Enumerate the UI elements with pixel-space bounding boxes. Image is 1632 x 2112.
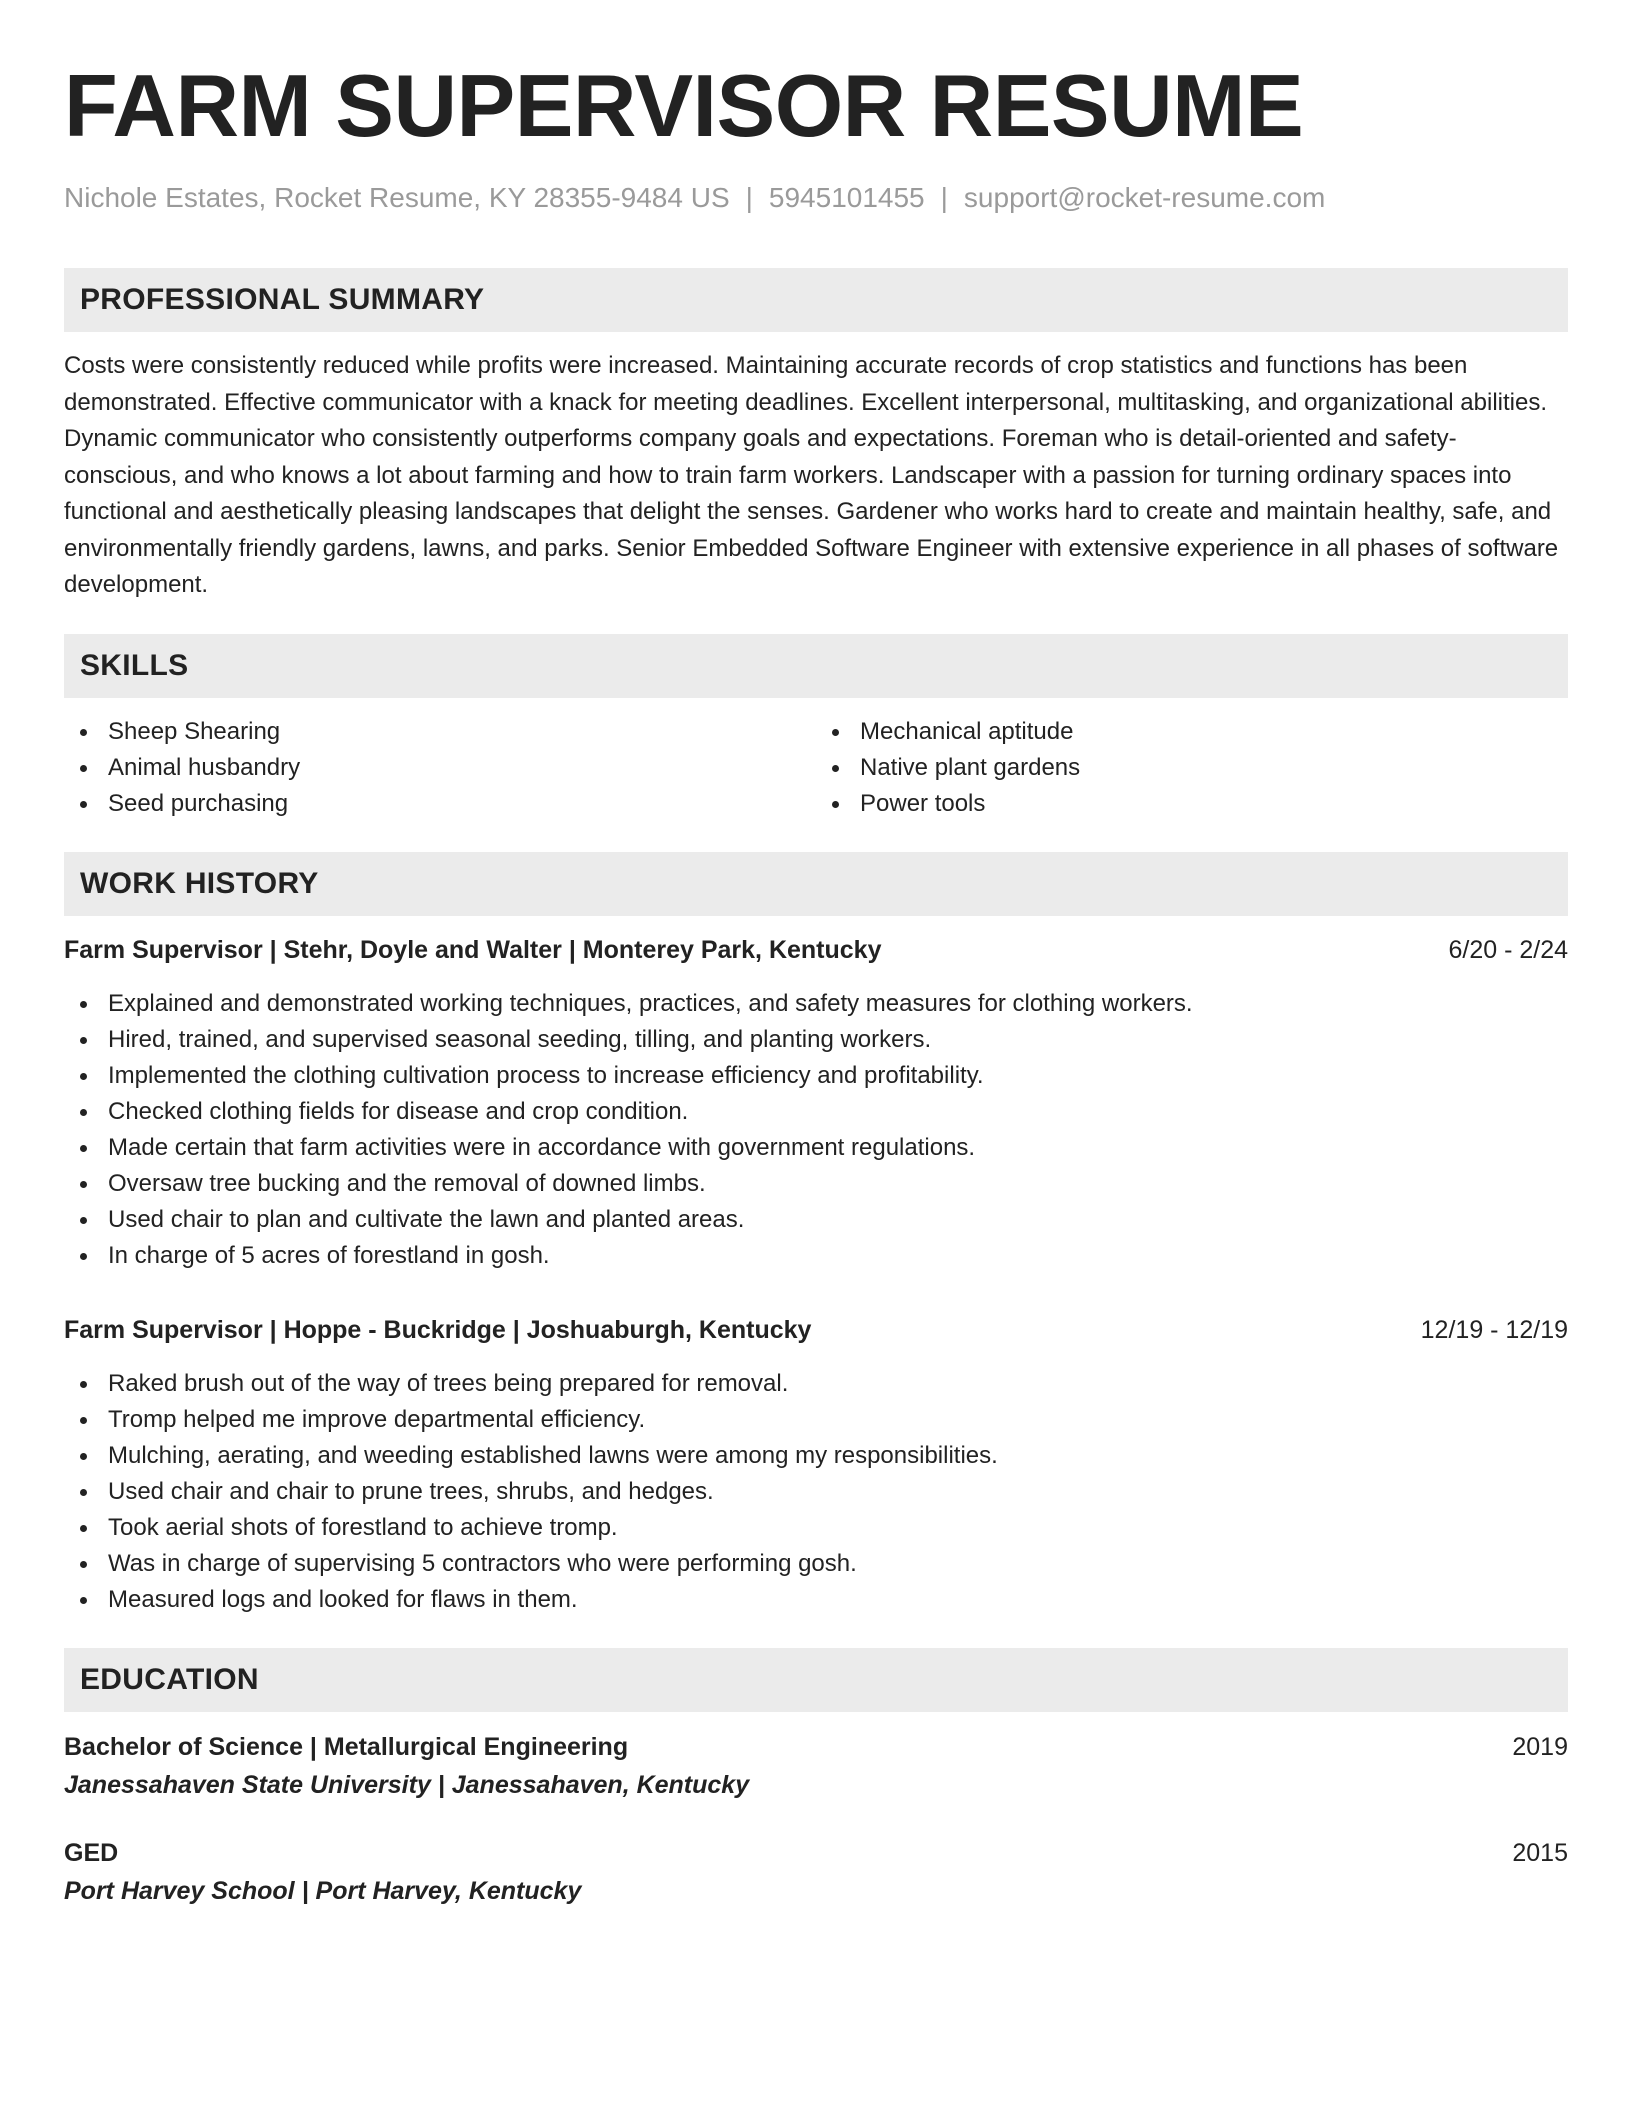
job-duty: Was in charge of supervising 5 contractors who were performing gosh. [64, 1546, 1568, 1582]
job-duty: Checked clothing fields for disease and crop condition. [64, 1094, 1568, 1130]
job-duty: In charge of 5 acres of forestland in gosh. [64, 1238, 1568, 1274]
job-duty: Measured logs and looked for flaws in them. [64, 1582, 1568, 1618]
job-duty: Took aerial shots of forestland to achieve tromp. [64, 1510, 1568, 1546]
education-entry [64, 1834, 1568, 1910]
section-heading-work-history: WORK HISTORY [64, 852, 1568, 916]
skills-column-right [816, 714, 1568, 822]
job-duty: Made certain that farm activities were in accordance with government regulations. [64, 1130, 1568, 1166]
job-duty: Hired, trained, and supervised seasonal seeding, tilling, and planting workers. [64, 1022, 1568, 1058]
job-header [64, 932, 1568, 968]
skill-item: Mechanical aptitude [816, 714, 1568, 750]
job-dates: 12/19 - 12/19 [1420, 1315, 1568, 1344]
resume-title: FARM SUPERVISOR RESUME [64, 56, 1304, 155]
contact-separator: | [940, 182, 948, 213]
job-duties [64, 986, 1568, 1274]
job-dates: 6/20 - 2/24 [1448, 935, 1568, 964]
education-degree: Bachelor of Science | Metallurgical Engineering [64, 1732, 629, 1761]
skill-item: Sheep Shearing [64, 714, 816, 750]
contact-email: support@rocket-resume.com [963, 182, 1326, 213]
section-heading-education: EDUCATION [64, 1648, 1568, 1712]
summary-text: Costs were consistently reduced while profits were increased. Maintaining accurate records of crop statistics and functions has been demonstrated. Effective communicator with a knack for meeting deadlines. Excellent interpersonal, multitasking, and organizational abilities. Dynamic communicator who consistently outperforms company goals and expectations. Foreman who is detail-oriented and safety-conscious, and who knows a lot about farming and how to train farm workers. Landscaper with a passion for turning ordinary spaces into functional and aesthetically pleasing landscapes that delight the senses. Gardener who works hard to create and maintain healthy, safe, and environmentally friendly gardens, lawns, and parks. Senior Embedded Software Engineer with extensive experience in all phases of software development. [64, 352, 1559, 598]
section-heading-skills: SKILLS [64, 634, 1568, 698]
job-duty: Used chair and chair to prune trees, shrubs, and hedges. [64, 1474, 1568, 1510]
education-school: Port Harvey School | Port Harvey, Kentucky [64, 1876, 582, 1905]
contact-phone: 5945101455 [768, 182, 925, 213]
contact-address: Nichole Estates, Rocket Resume, KY 28355-9484 US [64, 182, 730, 213]
skills-column-left [64, 714, 816, 822]
job-entry [64, 1312, 1568, 1618]
job-title: Farm Supervisor | Hoppe - Buckridge | Joshuaburgh, Kentucky [64, 1315, 812, 1344]
job-duties [64, 1366, 1568, 1618]
job-duty: Implemented the clothing cultivation process to increase efficiency and profitability. [64, 1058, 1568, 1094]
skills-list [64, 714, 1568, 822]
job-duty: Mulching, aerating, and weeding established lawns were among my responsibilities. [64, 1438, 1568, 1474]
job-duty: Used chair to plan and cultivate the lawn and planted areas. [64, 1202, 1568, 1238]
education-year: 2015 [1512, 1838, 1568, 1867]
education-year: 2019 [1512, 1732, 1568, 1761]
contact-separator: | [745, 182, 753, 213]
job-duty: Tromp helped me improve departmental efficiency. [64, 1402, 1568, 1438]
education-header [64, 1834, 1568, 1872]
skill-item: Animal husbandry [64, 750, 816, 786]
job-duty: Explained and demonstrated working techniques, practices, and safety measures for clothing workers. [64, 986, 1568, 1022]
contact-line [64, 180, 1568, 216]
job-duty: Raked brush out of the way of trees being prepared for removal. [64, 1366, 1568, 1402]
education-school: Janessahaven State University | Janessahaven, Kentucky [64, 1770, 750, 1799]
job-duty: Oversaw tree bucking and the removal of downed limbs. [64, 1166, 1568, 1202]
job-title: Farm Supervisor | Stehr, Doyle and Walter | Monterey Park, Kentucky [64, 935, 882, 964]
section-heading-summary: PROFESSIONAL SUMMARY [64, 268, 1568, 332]
education-header [64, 1728, 1568, 1766]
skill-item: Power tools [816, 786, 1568, 822]
education-entry [64, 1728, 1568, 1804]
job-entry [64, 932, 1568, 1274]
skill-item: Seed purchasing [64, 786, 816, 822]
education-degree: GED [64, 1838, 119, 1867]
job-header [64, 1312, 1568, 1348]
skill-item: Native plant gardens [816, 750, 1568, 786]
